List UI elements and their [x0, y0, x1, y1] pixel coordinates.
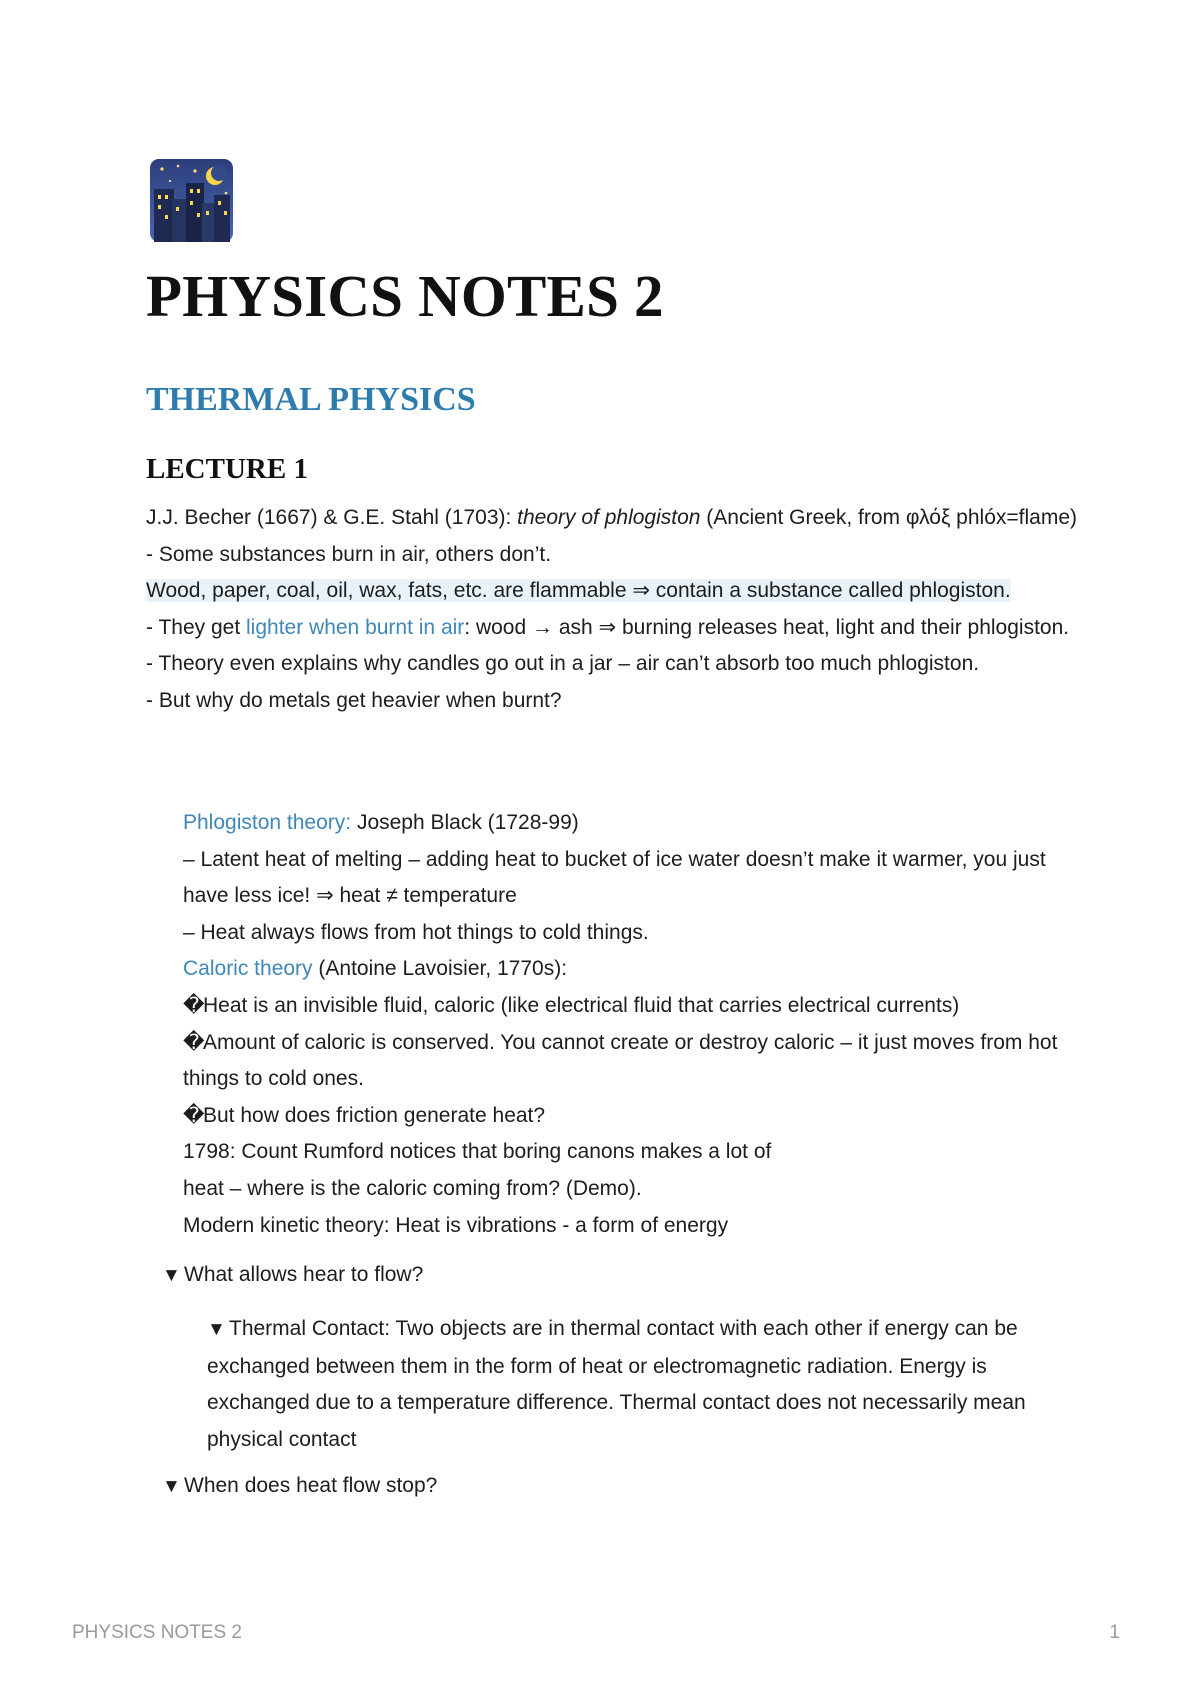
toggle-thermal-contact[interactable]	[207, 1311, 1077, 1458]
history-block	[183, 805, 1063, 1244]
text: Joseph Black (1728-99)	[351, 811, 579, 834]
quote-line: Modern kinetic theory: Heat is vibrations - a form of energy	[183, 1213, 729, 1237]
quote-line: heat – where is the caloric coming from? (Demo).	[183, 1176, 642, 1200]
lecture-heading: LECTURE 1	[146, 453, 308, 485]
missing-glyph-icon: �	[183, 1103, 205, 1127]
page-number: 1	[1109, 1622, 1120, 1643]
page-title: PHYSICS NOTES 2	[146, 263, 664, 329]
text: (Ancient Greek, from φλόξ phlóx=flame)	[700, 506, 1077, 529]
text: - They get	[146, 615, 246, 639]
text: Amount of caloric is conserved. You cannot create or destroy caloric – it just moves from hot things to cold ones.	[183, 1030, 1058, 1091]
toggle-when-does-heat-flow-stop[interactable]	[162, 1468, 437, 1506]
intro-line: - Theory even explains why candles go out in a jar – air can’t absorb too much phlogiston.	[146, 652, 980, 676]
quote-line	[183, 988, 1063, 1025]
text: (Antoine Lavoisier, 1770s):	[312, 957, 568, 981]
text: But how does friction generate heat?	[203, 1103, 546, 1127]
accent-text: lighter when burnt in air	[246, 615, 465, 639]
quote-line: – Heat always flows from hot things to cold things.	[183, 920, 649, 944]
quote-line	[183, 1025, 1063, 1098]
quote-line: 1798: Count Rumford notices that boring canons makes a lot of	[183, 1140, 772, 1164]
footer-title: PHYSICS NOTES 2	[72, 1622, 242, 1643]
quote-line: – Latent heat of melting – adding heat to bucket of ice water doesn’t make it warmer, you just have less ice! ⇒ heat ≠ temperature	[183, 847, 1046, 908]
triangle-down-icon[interactable]: ▼	[207, 1319, 226, 1340]
missing-glyph-icon: �	[183, 1030, 205, 1054]
toggle-label: Thermal Contact: Two objects are in thermal contact with each other if energy can be exchanged between them in the form of heat or electromagnetic radiation. Energy is exchanged due to a temperature difference. Thermal contact does not necessarily mean physical contact	[207, 1317, 1026, 1451]
toggle-label: What allows hear to flow?	[184, 1263, 424, 1286]
accent-text: Phlogiston theory:	[183, 811, 352, 834]
intro-line: - Some substances burn in air, others don’t.	[146, 542, 552, 566]
missing-glyph-icon: �	[183, 993, 205, 1017]
quote-line	[183, 1098, 1063, 1135]
quote-line	[183, 805, 1063, 842]
intro-line-highlighted	[146, 573, 1086, 610]
text: J.J. Becher (1667) & G.E. Stahl (1703):	[146, 506, 518, 529]
intro-line	[146, 610, 1086, 647]
intro-line-authors	[146, 500, 1086, 537]
toggle-label: When does heat flow stop?	[184, 1474, 438, 1497]
intro-block	[146, 500, 1086, 720]
accent-text: Caloric theory	[183, 957, 313, 981]
toggle-what-allows-heat-to-flow[interactable]	[162, 1257, 423, 1295]
quote-line	[183, 951, 1063, 988]
text: : wood → ash ⇒ burning releases heat, light and their phlogiston.	[464, 615, 1070, 639]
text: Heat is an invisible fluid, caloric (like electrical fluid that carries electrical currents)	[203, 993, 960, 1017]
highlighted-text: Wood, paper, coal, oil, wax, fats, etc. are flammable ⇒ contain a substance called phlogiston.	[146, 579, 1011, 603]
section-heading: THERMAL PHYSICS	[146, 381, 476, 418]
intro-line: - But why do metals get heavier when burnt?	[146, 688, 562, 712]
triangle-down-icon[interactable]: ▼	[162, 1265, 181, 1286]
night-with-stars-icon	[150, 159, 233, 242]
triangle-down-icon[interactable]: ▼	[162, 1476, 181, 1497]
italic-term: theory of phlogiston	[517, 506, 701, 529]
